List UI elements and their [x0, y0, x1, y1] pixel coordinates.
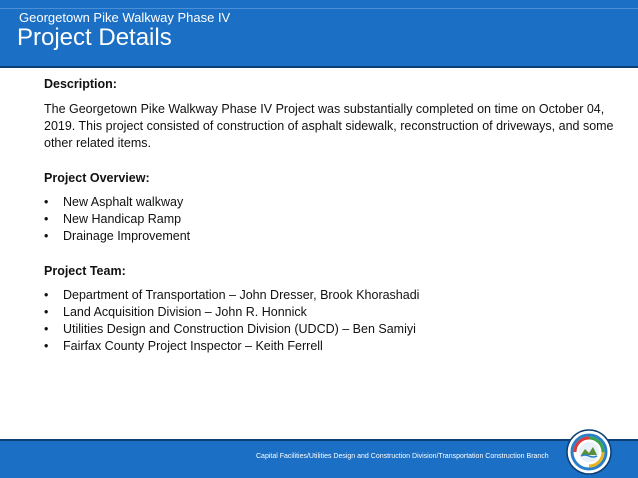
list-item — [44, 211, 614, 228]
list-item-text: Drainage Improvement — [63, 229, 191, 243]
bullet-icon: • — [44, 288, 49, 302]
slide-subtitle: Georgetown Pike Walkway Phase IV — [19, 10, 231, 25]
list-item — [44, 338, 614, 355]
description-heading: Description: — [44, 77, 117, 91]
bullet-icon: • — [44, 322, 49, 336]
slide-title: Project Details — [17, 24, 172, 51]
list-item-text: New Handicap Ramp — [63, 212, 182, 226]
list-item — [44, 287, 614, 304]
header-rule — [0, 66, 638, 68]
list-item — [44, 228, 614, 245]
overview-heading: Project Overview: — [44, 171, 150, 185]
list-item — [44, 304, 614, 321]
footer-text: Capital Facilities/Utilities Design and Construction Division/Transportation Construction Branch — [256, 453, 549, 460]
list-item-text: Fairfax County Project Inspector – Keith Ferrell — [63, 339, 323, 353]
list-item — [44, 321, 614, 338]
list-item-text: New Asphalt walkway — [63, 195, 184, 209]
team-heading: Project Team: — [44, 264, 126, 278]
list-item-text: Department of Transportation – John Dresser, Brook Khorashadi — [63, 288, 420, 302]
header-band — [0, 8, 638, 9]
bullet-icon: • — [44, 305, 49, 319]
spacer — [44, 245, 614, 263]
description-text: The Georgetown Pike Walkway Phase IV Project was substantially completed on time on October 04, 2019. This project consisted of construction of asphalt sidewalk, reconstruction of driveways, and some other related items. — [44, 102, 614, 150]
bullet-icon: • — [44, 212, 49, 226]
bullet-icon: • — [44, 339, 49, 353]
slide-content — [44, 76, 614, 355]
list-item — [44, 194, 614, 211]
team-list — [44, 287, 614, 355]
list-item-text: Land Acquisition Division – John R. Honnick — [63, 305, 307, 319]
county-seal-icon — [566, 429, 612, 475]
spacer — [44, 152, 614, 170]
list-item-text: Utilities Design and Construction Division (UDCD) – Ben Samiyi — [63, 322, 416, 336]
bullet-icon: • — [44, 195, 49, 209]
bullet-icon: • — [44, 229, 49, 243]
overview-list — [44, 194, 614, 245]
